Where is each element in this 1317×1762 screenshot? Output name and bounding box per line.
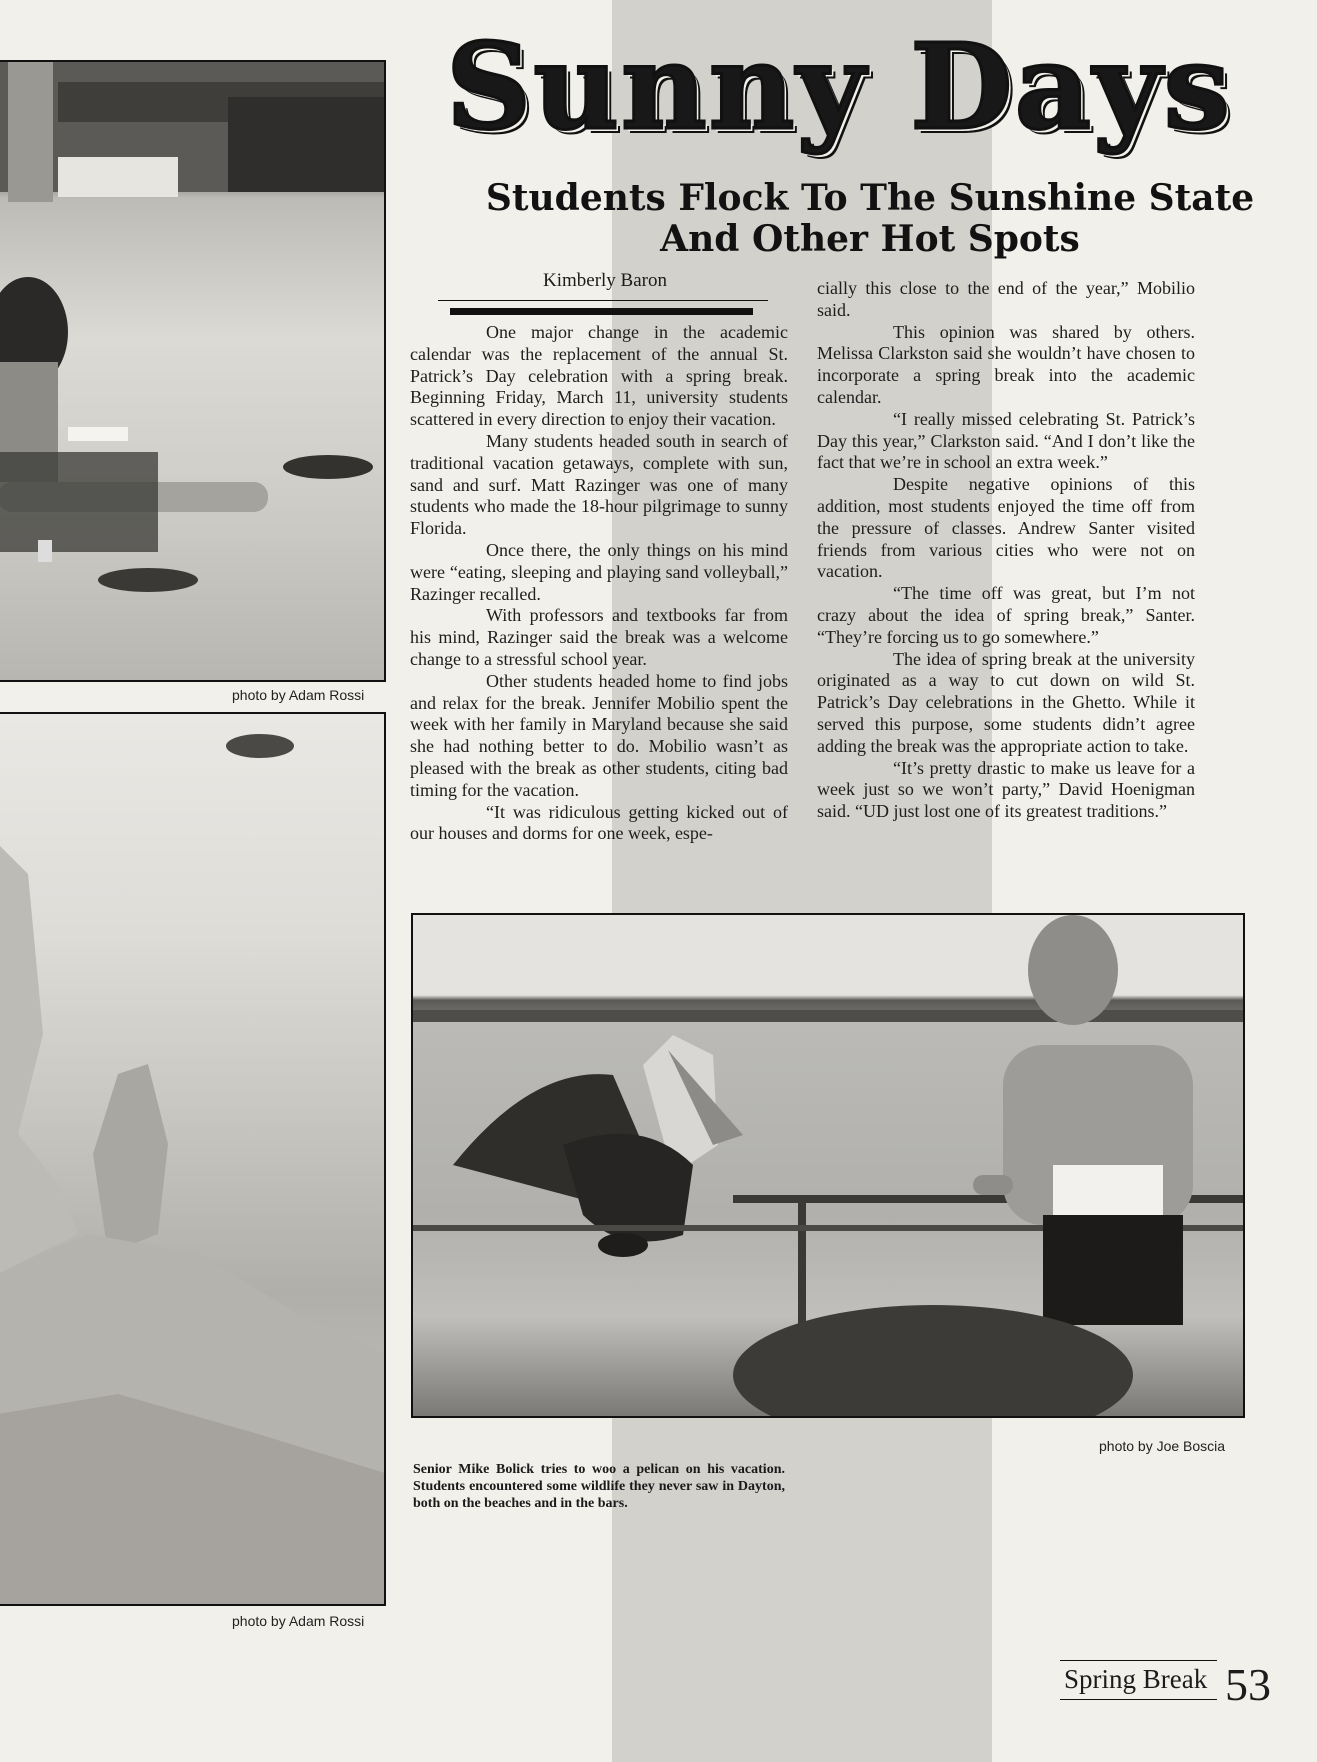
paragraph: With professors and textbooks far from his mind, Razinger said the break was a welcome change to a stressful school year.	[410, 605, 788, 669]
byline-bar	[450, 308, 753, 315]
pelican-photo	[411, 913, 1245, 1418]
paragraph: Despite negative opinions of this addition, most students enjoyed the time off from the pressure of classes. Andrew Santer visited friends from various cities who were not on vacation.	[817, 474, 1195, 582]
paragraph: Once there, the only things on his mind were “eating, sleeping and playing sand volleyball,” Razinger recalled.	[410, 539, 788, 604]
headline: Sunny Days	[446, 17, 1233, 156]
sand-photo	[0, 712, 386, 1606]
paragraph: This opinion was shared by others. Melissa Clarkston said she wouldn’t have chosen to incorporate a spring break into the academic calendar.	[817, 321, 1195, 407]
paragraph: “The time off was great, but I’m not crazy about the idea of spring break,” Santer. “They’re forcing us to go somewhere.”	[817, 583, 1195, 647]
folio-section: Spring Break	[1064, 1664, 1208, 1694]
sand-photo-art	[0, 714, 386, 1606]
folio-rule	[1060, 1660, 1217, 1661]
page-number: 53	[1225, 1659, 1271, 1710]
byline: Kimberly Baron	[542, 270, 667, 291]
folio-rule	[1060, 1699, 1217, 1700]
byline-rule	[438, 300, 768, 301]
sand-photo-credit: photo by Adam Rossi	[232, 1613, 365, 1629]
paragraph: The idea of spring break at the university originated as a way to cut down on wild St. Patrick’s Day celebrations in the Ghetto. While it served this purpose, some students didn’t agree adding the break was the appropriate action to take.	[817, 648, 1195, 756]
pelican-photo-credit: photo by Joe Boscia	[1099, 1438, 1226, 1454]
paragraph: Many students headed south in search of traditional vacation getaways, complete with sun, sand and surf. Matt Razinger was one of many students who made the 18-hour pilgrimage to sunny Florida.	[410, 430, 788, 539]
beach-photo-credit: photo by Adam Rossi	[232, 687, 365, 703]
subheadline: Students Flock To The Sunshine State And Other Hot Spots	[485, 177, 1255, 260]
pelican-photo-art	[413, 915, 1243, 1416]
paragraph: Other students headed home to find jobs and relax for the break. Jennifer Mobilio spent the week with her family in Maryland because she said she had nothing better to do. Mobilio wasn’t as pleased with the break as other students, citing bad timing for the vacation.	[410, 670, 788, 800]
paragraph: “It’s pretty drastic to make us leave for a week just so we won’t party,” David Hoenigman said. “UD just lost one of its greatest traditions.”	[817, 757, 1195, 822]
paragraph: “It was ridiculous getting kicked out of our houses and dorms for one week, espe-	[410, 801, 788, 844]
article-column-left	[410, 322, 788, 845]
paragraph-continuation: cially this close to the end of the year,” Mobilio said.	[817, 278, 1195, 320]
beach-photo	[0, 60, 386, 682]
paragraph: “I really missed celebrating St. Patrick’s Day this year,” Clarkston said. “And I don’t like the fact that we’re in school an extra week.”	[817, 408, 1195, 473]
paragraph: One major change in the academic calendar was the replacement of the annual St. Patrick’s Day celebration with a spring break. Beginning Friday, March 11, university students scattered in every direction to enjoy their vacation.	[410, 322, 788, 430]
beach-photo-art	[0, 62, 386, 682]
article-column-right	[817, 278, 1195, 823]
photo-caption: Senior Mike Bolick tries to woo a pelican on his vacation. Students encountered some wildlife they never saw in Dayton, both on the beaches and in the bars.	[413, 1462, 785, 1511]
